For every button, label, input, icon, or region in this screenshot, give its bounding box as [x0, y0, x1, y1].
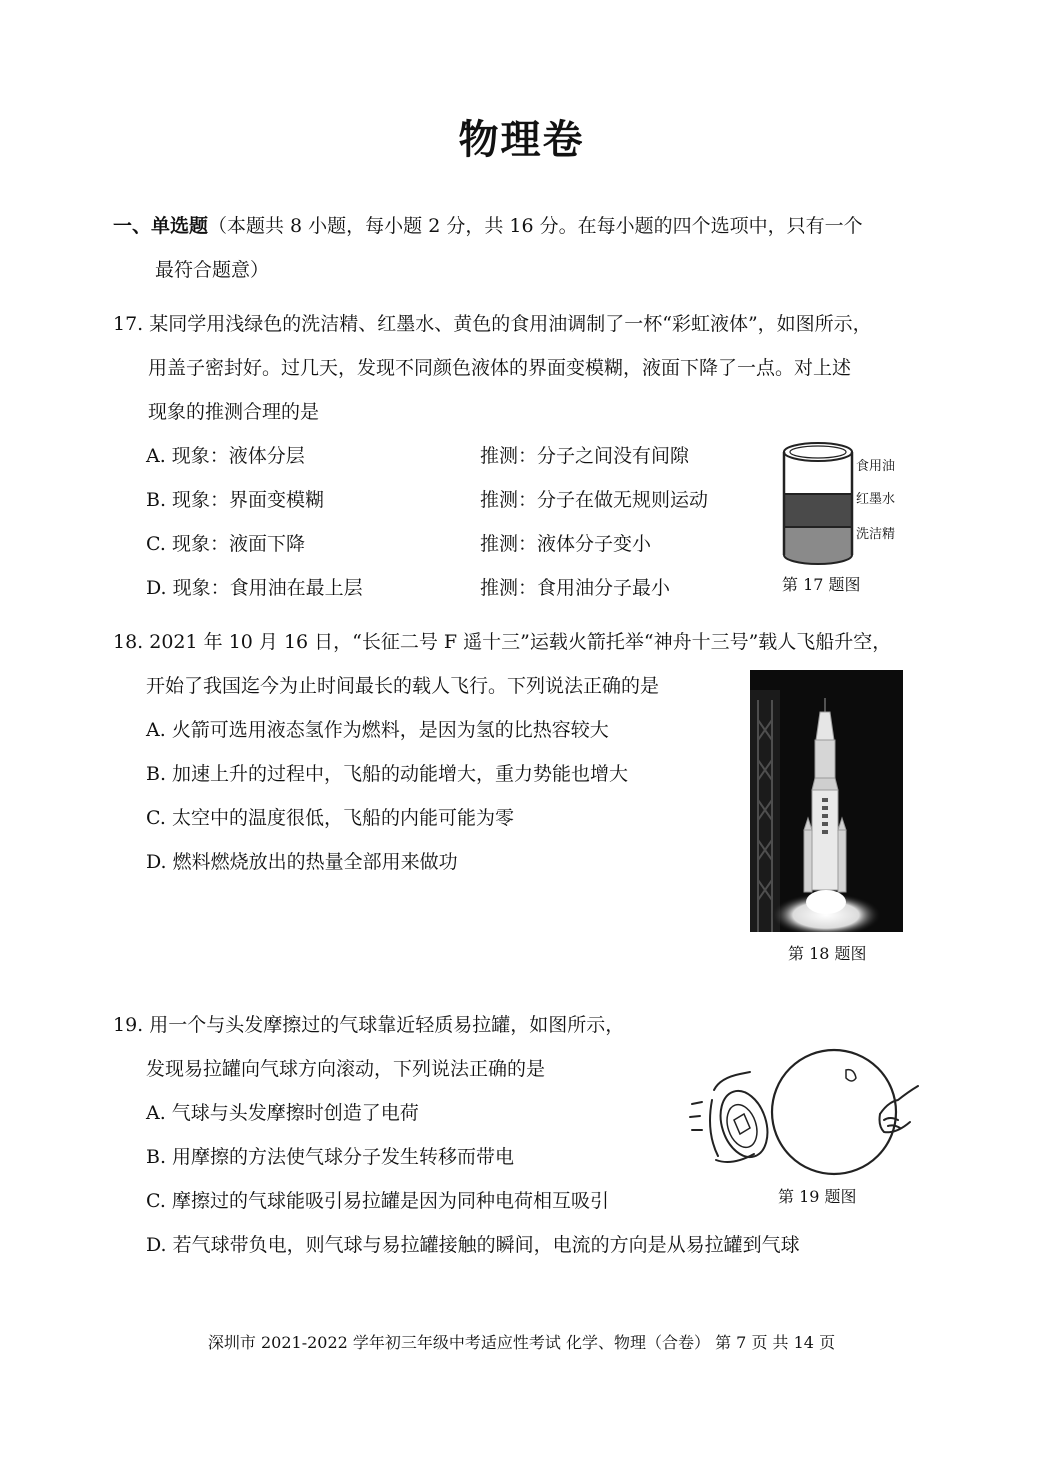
q17-figure-caption: 第 17 题图	[782, 575, 861, 594]
q17-stem-line3: 现象的推测合理的是	[148, 401, 320, 423]
q17-option-d-inference: 推测：食用油分子最小	[480, 577, 671, 599]
page-title: 物理卷	[458, 117, 585, 163]
q17-stem-line1: 17. 某同学用浅绿色的洗洁精、红墨水、黄色的食用油调制了一杯“彩虹液体”，如图所示，	[113, 313, 872, 335]
hand	[880, 1086, 919, 1132]
q19-option-b[interactable]: B. 用摩擦的方法使气球分子发生转移而带电	[146, 1146, 515, 1168]
q17-stem-line2: 用盖子密封好。过几天，发现不同颜色液体的界面变模糊，液面下降了一点。对上述	[148, 357, 852, 379]
beaker-figure	[778, 432, 858, 572]
q18-option-a[interactable]: A. 火箭可选用液态氢作为燃料，是因为氢的比热容较大	[146, 719, 609, 741]
soda-can	[710, 1072, 775, 1163]
q17-option-b-inference: 推测：分子在做无规则运动	[480, 489, 709, 511]
beaker-label-oil: 食用油	[856, 459, 896, 474]
page-footer: 深圳市 2021-2022 学年初三年级中考适应性考试 化学、物理（合卷） 第 7 页 共 14 页	[207, 1333, 836, 1352]
rocket-launch-photo	[750, 670, 903, 932]
q19-option-a[interactable]: A. 气球与头发摩擦时创造了电荷	[146, 1102, 419, 1124]
q18-option-c[interactable]: C. 太空中的温度很低，飞船的内能可能为零	[146, 807, 514, 829]
section-header	[113, 212, 863, 240]
section-description-cont: 最符合题意）	[155, 259, 270, 281]
q18-stem-line1: 18. 2021 年 10 月 16 日，“长征二号 F 遥十三”运载火箭托举“神舟十三号”载人飞船升空，	[113, 631, 892, 653]
q18-stem-line2: 开始了我国迄今为止时间最长的载人飞行。下列说法正确的是	[146, 675, 660, 697]
motion-lines	[690, 1102, 702, 1130]
q19-figure-caption: 第 19 题图	[778, 1187, 857, 1206]
can-balloon-figure	[684, 1042, 930, 1182]
red-ink-layer	[784, 494, 852, 527]
q18-option-d[interactable]: D. 燃料燃烧放出的热量全部用来做功	[146, 851, 458, 873]
q19-option-c[interactable]: C. 摩擦过的气球能吸引易拉罐是因为同种电荷相互吸引	[146, 1190, 609, 1212]
q18-figure-caption: 第 18 题图	[788, 944, 867, 963]
q19-stem-line1: 19. 用一个与头发摩擦过的气球靠近轻质易拉罐，如图所示，	[113, 1014, 625, 1036]
q18-option-b[interactable]: B. 加速上升的过程中，飞船的动能增大，重力势能也增大	[146, 763, 629, 785]
q17-option-d-phenomenon[interactable]: D. 现象：食用油在最上层	[146, 577, 363, 599]
section-number: 一、单选题	[113, 215, 209, 237]
q17-option-a-inference: 推测：分子之间没有间隙	[480, 445, 690, 467]
q17-option-c-inference: 推测：液体分子变小	[480, 533, 652, 555]
balloon	[772, 1050, 896, 1174]
detergent-layer	[784, 527, 852, 564]
q19-option-d[interactable]: D. 若气球带负电，则气球与易拉罐接触的瞬间，电流的方向是从易拉罐到气球	[146, 1234, 800, 1256]
q17-option-b-phenomenon[interactable]: B. 现象：界面变模糊	[146, 489, 325, 511]
q19-stem-line2: 发现易拉罐向气球方向滚动，下列说法正确的是	[146, 1058, 546, 1080]
beaker-label-detergent: 洗洁精	[856, 527, 896, 542]
q17-option-a-phenomenon[interactable]: A. 现象：液体分层	[146, 445, 305, 467]
beaker-label-red-ink: 红墨水	[856, 492, 896, 507]
q17-option-c-phenomenon[interactable]: C. 现象：液面下降	[146, 533, 305, 555]
section-description: （本题共 8 小题，每小题 2 分，共 16 分。在每小题的四个选项中，只有一个	[208, 215, 863, 237]
